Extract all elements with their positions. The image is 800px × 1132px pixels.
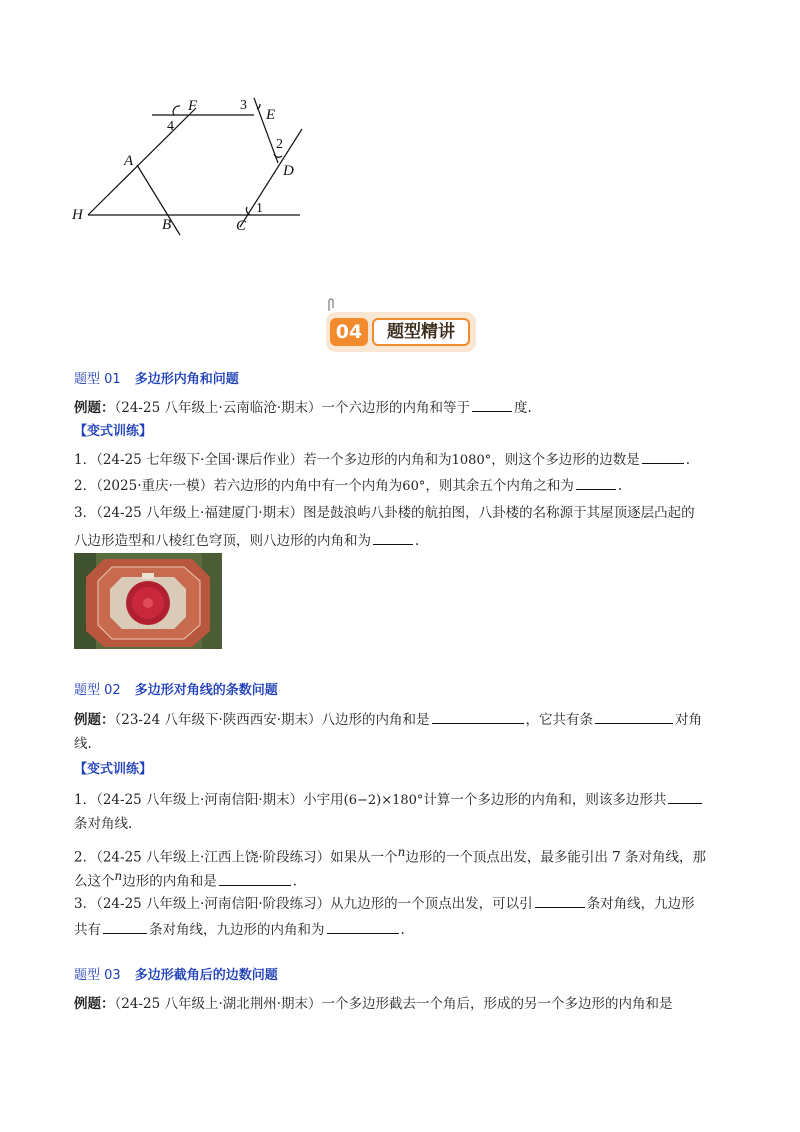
angle-4-arc	[173, 106, 180, 115]
line-a-b	[137, 165, 180, 235]
section-02-example: 例题：（23-24 八年级下·陕西西安·期末）八边形的内角和是 ，它共有条 对角	[74, 708, 702, 730]
label-2: 2	[276, 137, 283, 152]
section-01-item-1: 1．（24-25 七年级下·全国·课后作业）若一个多边形的内角和为1080°，则这个多边形的边数是 .	[74, 448, 690, 471]
section-03-heading: 题型 03 多边形截角后的边数问题	[74, 968, 278, 983]
line-h-f	[88, 108, 196, 215]
section-02-item-2-cont: 么这个n边形的内角和是 .	[74, 869, 298, 890]
geometry-figure	[64, 88, 314, 238]
aerial-photo-bagua-building	[74, 553, 222, 649]
label-C: C	[236, 218, 247, 234]
section-01-item-3-cont: 八边形造型和八棱红色穹顶，则八边形的内角和为 .	[74, 529, 419, 551]
section-02-item-1: 1．（24-25 八年级上·河南信阳·期末）小宇用(6−2)×180°计算一个多边形的内角和，则该多边形共	[74, 788, 704, 811]
section-02-item-3-cont: 共有 条对角线，九边形的内角和为 .	[74, 918, 405, 940]
section-01-heading: 题型 01 多边形内角和问题	[74, 372, 239, 387]
section-02-item-2: 2．（24-25 八年级上·江西上饶·阶段练习）如果从一个n边形的一个顶点出发，最多能引出 7 条对角线，那	[74, 845, 707, 866]
answer-blank	[432, 708, 524, 724]
answer-blank	[535, 892, 585, 908]
section-01-variant-label: 【变式训练】	[74, 424, 153, 439]
banner-number: 04	[330, 318, 368, 346]
label-D: D	[283, 163, 294, 179]
section-01-item-3: 3．（24-25 八年级上·福建厦门·期末）图是鼓浪屿八卦楼的航拍图，八卦楼的名称源于其屋顶逐层凸起的	[74, 505, 695, 521]
answer-blank	[373, 529, 413, 545]
answer-blank	[472, 396, 512, 412]
section-02-item-3: 3．（24-25 八年级上·河南信阳·阶段练习）从九边形的一个顶点出发，可以引 条对角线，九边形	[74, 892, 695, 914]
section-02-example-cont: 线.	[74, 736, 92, 752]
answer-blank	[327, 918, 399, 934]
answer-blank	[595, 708, 673, 724]
label-E: E	[266, 107, 276, 123]
label-4: 4	[167, 119, 174, 134]
answer-blank	[103, 918, 147, 934]
answer-blank	[219, 870, 291, 886]
label-B: B	[162, 217, 172, 233]
section-02-variant-label: 【变式训练】	[74, 762, 153, 777]
section-01-example: 例题：（24-25 八年级上·云南临沧·期末）一个六边形的内角和等于 度.	[74, 396, 532, 418]
label-H: H	[72, 207, 83, 223]
label-A: A	[124, 153, 134, 169]
section-02-item-1-cont: 条对角线.	[74, 816, 133, 832]
paperclip-icon	[326, 298, 336, 312]
section-01-item-2: 2．（2025·重庆·一模）若六边形的内角中有一个内角为60°，则其余五个内角之和为 .	[74, 474, 622, 497]
label-1: 1	[256, 201, 263, 216]
answer-blank	[576, 474, 616, 490]
section-banner	[326, 312, 476, 352]
answer-blank	[642, 448, 684, 464]
section-02-heading: 题型 02 多边形对角线的条数问题	[74, 683, 278, 698]
label-3: 3	[240, 98, 247, 113]
label-F: F	[188, 98, 198, 114]
section-03-example: 例题：（24-25 八年级上·湖北荆州·期末）一个多边形截去一个角后，形成的另一个多边形的内角和是	[74, 996, 673, 1012]
answer-blank	[668, 788, 702, 804]
banner-title: 题型精讲	[372, 318, 470, 346]
